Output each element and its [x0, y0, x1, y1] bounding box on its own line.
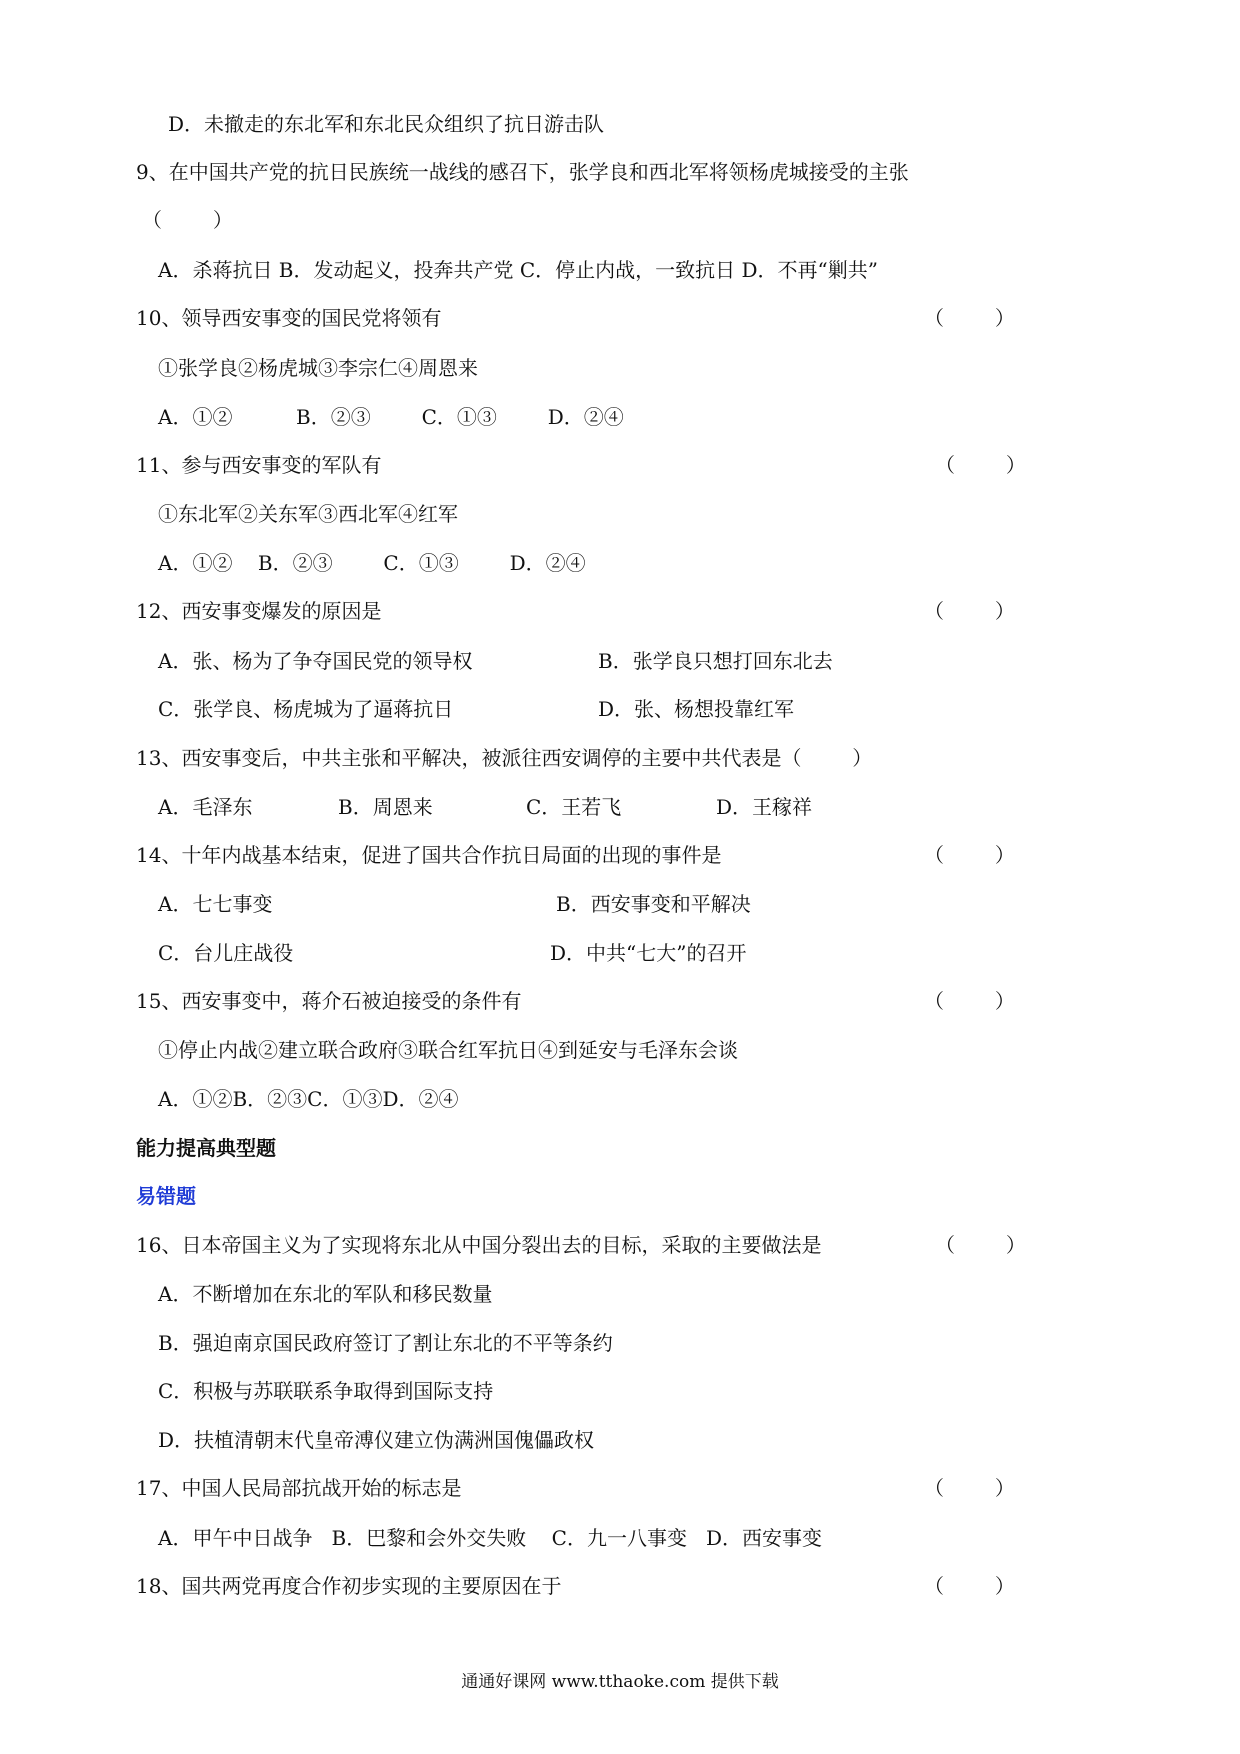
q13-option-c: C．王若飞	[526, 795, 622, 819]
q14-option-d: D．中共“七大”的召开	[550, 941, 747, 965]
q15-answer-paren: （ ）	[924, 989, 1015, 1013]
q16-option-d: D．扶植清朝末代皇帝溥仪建立伪满洲国傀儡政权	[158, 1428, 595, 1452]
section-heading-error-prone: 易错题	[136, 1184, 196, 1208]
q12-stem: 12、西安事变爆发的原因是	[136, 599, 382, 623]
q12-answer-paren: （ ）	[924, 599, 1015, 623]
q11-items: ①东北军②关东军③西北军④红军	[158, 502, 458, 526]
q15-options: A．①②B．②③C．①③D．②④	[158, 1087, 459, 1111]
q16-answer-paren: （ ）	[935, 1233, 1026, 1257]
q16-stem: 16、日本帝国主义为了实现将东北从中国分裂出去的目标，采取的主要做法是	[136, 1233, 822, 1257]
q10-answer-paren: （ ）	[924, 306, 1015, 330]
q17-answer-paren: （ ）	[924, 1476, 1015, 1500]
q15-items: ①停止内战②建立联合政府③联合红军抗日④到延安与毛泽东会谈	[158, 1038, 738, 1062]
q14-answer-paren: （ ）	[924, 843, 1015, 867]
q13-option-a: A．毛泽东	[158, 795, 253, 819]
q12-option-c: C．张学良、杨虎城为了逼蒋抗日	[158, 697, 454, 721]
q12-option-d: D．张、杨想投靠红军	[598, 697, 795, 721]
q13-stem: 13、西安事变后，中共主张和平解决，被派往西安调停的主要中共代表是（ ）	[136, 746, 873, 770]
q11-stem: 11、参与西安事变的军队有	[136, 453, 382, 477]
q10-stem: 10、领导西安事变的国民党将领有	[136, 306, 442, 330]
q11-answer-paren: （ ）	[935, 453, 1026, 477]
q9-answer-paren: （ ）	[142, 208, 233, 232]
q13-option-b: B．周恩来	[338, 795, 433, 819]
q16-option-c: C．积极与苏联联系争取得到国际支持	[158, 1379, 494, 1403]
q18-answer-paren: （ ）	[924, 1574, 1015, 1598]
q17-options: A．甲午中日战争 B．巴黎和会外交失败 C．九一八事变 D．西安事变	[158, 1526, 823, 1550]
q13-option-d: D．王稼祥	[716, 795, 813, 819]
q15-stem: 15、西安事变中，蒋介石被迫接受的条件有	[136, 989, 522, 1013]
page-footer: 通通好课网 www.tthaoke.com 提供下载	[461, 1672, 779, 1692]
q10-options: A．①② B．②③ C．①③ D．②④	[158, 405, 624, 429]
q10-items: ①张学良②杨虎城③李宗仁④周恩来	[158, 356, 478, 380]
q12-option-a: A．张、杨为了争夺国民党的领导权	[158, 649, 473, 673]
q12-option-b: B．张学良只想打回东北去	[598, 649, 833, 673]
q8-option-d: D．未撤走的东北军和东北民众组织了抗日游击队	[168, 112, 605, 136]
q14-stem: 14、十年内战基本结束，促进了国共合作抗日局面的出现的事件是	[136, 843, 722, 867]
q17-stem: 17、中国人民局部抗战开始的标志是	[136, 1476, 462, 1500]
q16-option-b: B．强迫南京国民政府签订了割让东北的不平等条约	[158, 1331, 613, 1355]
section-heading-ability: 能力提高典型题	[136, 1136, 276, 1160]
q9-options: A．杀蒋抗日 B．发动起义，投奔共产党 C．停止内战，一致抗日 D．不再“剿共”	[158, 258, 878, 282]
q14-option-a: A．七七事变	[158, 892, 273, 916]
q14-option-b: B．西安事变和平解决	[556, 892, 751, 916]
q11-options: A．①② B．②③ C．①③ D．②④	[158, 551, 586, 575]
q18-stem: 18、国共两党再度合作初步实现的主要原因在于	[136, 1574, 562, 1598]
q9-stem: 9、在中国共产党的抗日民族统一战线的感召下，张学良和西北军将领杨虎城接受的主张	[136, 160, 909, 184]
q14-option-c: C．台儿庄战役	[158, 941, 294, 965]
q16-option-a: A．不断增加在东北的军队和移民数量	[158, 1282, 493, 1306]
